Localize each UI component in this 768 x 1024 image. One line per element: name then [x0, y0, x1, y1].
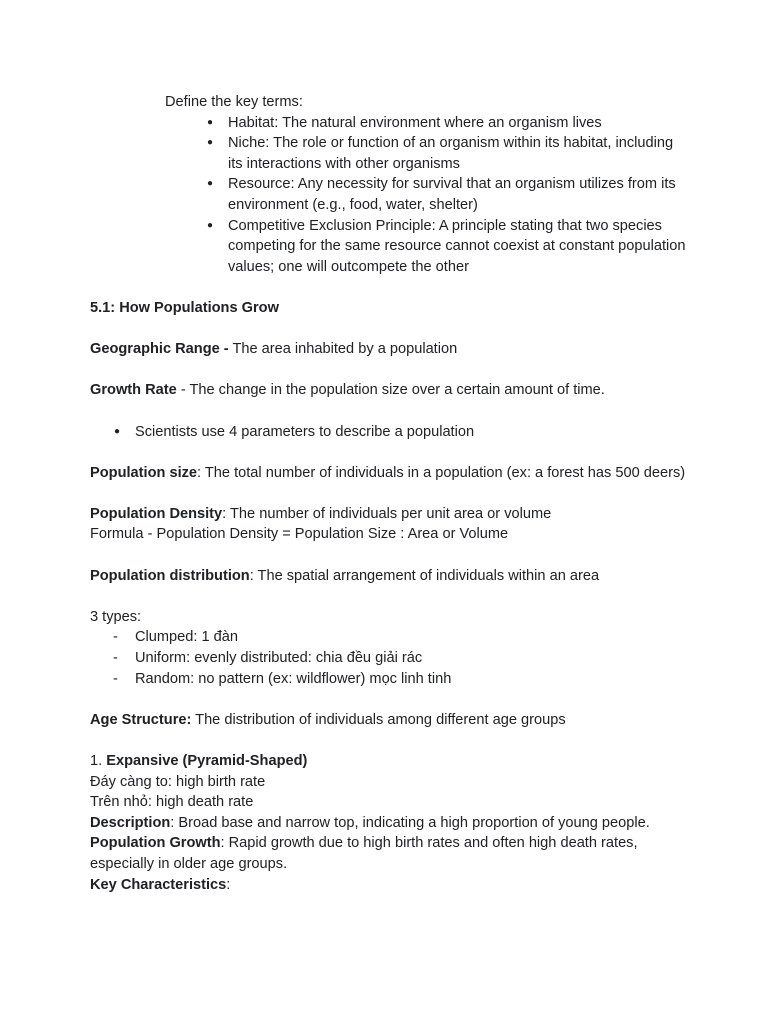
- term-label: Population Density: [90, 505, 223, 522]
- term-label: Age Structure:: [90, 711, 192, 728]
- expansive-key-characteristics: [90, 875, 690, 896]
- spacer: [90, 319, 690, 340]
- list-item: - Random: no pattern (ex: wildflower) mọc linh tinh: [135, 669, 690, 690]
- expansive-growth: [90, 833, 690, 874]
- term-label: Key Characteristics: [90, 876, 227, 893]
- expansive-line-2: Trên nhỏ: high death rate: [90, 794, 254, 811]
- list-item: - Clumped: 1 đàn: [135, 627, 690, 648]
- growth-rate-paragraph: [90, 380, 690, 401]
- spacer: [90, 401, 690, 422]
- definition-text: : The spatial arrangement of individuals within an area: [249, 567, 600, 584]
- parameters-list: [90, 422, 690, 443]
- expansive-heading: [90, 751, 690, 772]
- age-structure-paragraph: [90, 710, 690, 731]
- expansive-title: Expansive (Pyramid-Shaped): [106, 753, 308, 769]
- types-heading: 3 types:: [90, 608, 142, 625]
- key-terms-list: [90, 113, 690, 278]
- term-label: Description: [90, 814, 171, 831]
- list-item: ● Scientists use 4 parameters to describe a population: [135, 422, 690, 443]
- geographic-range-paragraph: [90, 339, 690, 360]
- density-formula: Formula - Population Density = Population Size : Area or Volume: [90, 526, 509, 543]
- spacer: [90, 689, 690, 710]
- intro-text: Define the key terms:: [165, 94, 303, 110]
- term-label: Population distribution: [90, 567, 250, 584]
- term-label: Population Growth: [90, 835, 221, 852]
- definition-text: The distribution of individuals among different age groups: [191, 711, 566, 728]
- list-item: ● Niche: The role or function of an organism within its habitat, including its interactions with other organisms: [228, 133, 690, 174]
- definition-text: : The total number of individuals in a population (ex: a forest has 500 deers): [197, 464, 686, 481]
- spacer: [90, 586, 690, 607]
- expansive-description: [90, 813, 690, 834]
- document-body: [90, 92, 690, 895]
- term-label: Growth Rate: [90, 382, 177, 399]
- definition-text: The area inhabited by a population: [228, 341, 458, 358]
- list-item: ● Resource: Any necessity for survival that an organism utilizes from its environment (e.g., food, water, shelter): [228, 174, 690, 215]
- spacer: [90, 483, 690, 504]
- spacer: [90, 730, 690, 751]
- definition-text: :: [226, 876, 231, 893]
- spacer: [90, 442, 690, 463]
- definition-text: : Broad base and narrow top, indicating a high proportion of young people.: [170, 814, 650, 831]
- term-label: Geographic Range -: [90, 341, 229, 358]
- population-size-paragraph: [90, 463, 690, 484]
- definition-text: : The number of individuals per unit area or volume: [222, 505, 552, 522]
- section-title-text: 5.1: How Populations Grow: [90, 299, 279, 316]
- definition-text: - The change in the population size over a certain amount of time.: [176, 382, 605, 399]
- list-item: ● Habitat: The natural environment where an organism lives: [228, 113, 690, 134]
- list-item: - Uniform: evenly distributed: chia đều giải rác: [135, 648, 690, 669]
- spacer: [90, 545, 690, 566]
- spacer: [90, 360, 690, 381]
- population-density-paragraph: [90, 504, 690, 525]
- spacer: [90, 277, 690, 298]
- section-title: [90, 298, 690, 319]
- list-number: 1.: [90, 753, 107, 769]
- list-item: ● Competitive Exclusion Principle: A principle stating that two species competing for the same resource cannot coexist at constant population values; one will outcompete the other: [228, 216, 690, 278]
- term-label: Population size: [90, 464, 198, 481]
- types-list: [90, 627, 690, 689]
- population-distribution-paragraph: [90, 566, 690, 587]
- expansive-line-1: Đáy càng to: high birth rate: [90, 773, 266, 790]
- definition-text: : Rapid growth due to high birth rates and often high death rates, especially in older age groups.: [90, 835, 638, 872]
